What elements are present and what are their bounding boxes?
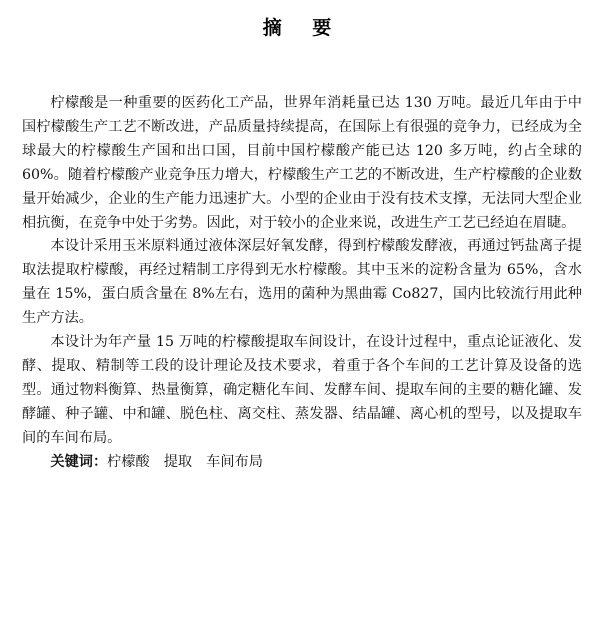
keywords-label: 关键词： <box>50 453 108 470</box>
keyword-item: 柠檬酸 <box>107 453 150 470</box>
abstract-paragraph-3: 本设计为年产量 15 万吨的柠檬酸提取车间设计，在设计过程中，重点论证液化、发酵、提取、精制等工段的设计理论及技术要求，着重于各个车间的工艺计算及设备的选型。通过物料衡算、热量衡算，确定糖化车间、发酵车间、提取车间的主要的糖化罐、发酵罐、种子罐、中和罐、脱色柱、离交柱、蒸发器、结晶罐、离心机的型号，以及提取车间的车间布局。 <box>22 334 582 446</box>
keyword-item: 提取 <box>163 453 193 470</box>
abstract-title: 摘 要 <box>262 17 344 39</box>
abstract-body <box>22 92 582 475</box>
abstract-paragraph-1: 柠檬酸是一种重要的医药化工产品，世界年消耗量已达 130 万吨。最近几年由于中国柠檬酸生产工艺不断改进，产品质量持续提高，在国际上有很强的竞争力，已经成为全球最大的柠檬酸生产国和出口国，目前中国柠檬酸产能已达 120 多万吨，约占全球的 60%。随着柠檬酸产业竞争压力增大，柠檬酸生产工艺的不断改进，生产柠檬酸的企业数量开始减少，企业的生产能力迅速扩大。小型的企业由于没有技术支撑，无法同大型企业相抗衡，在竞争中处于劣势。因此，对于较小的企业来说，改进生产工艺已经迫在眉睫。 <box>22 95 582 231</box>
keyword-item: 车间布局 <box>206 453 263 470</box>
keywords-line <box>22 451 582 475</box>
abstract-paragraph-2: 本设计采用玉米原料通过液体深层好氧发酵，得到柠檬酸发酵液，再通过钙盐离子提取法提取柠檬酸，再经过精制工序得到无水柠檬酸。其中玉米的淀粉含量为 65%，含水量在 15%，蛋白质含量在 8%左右，选用的菌种为黑曲霉 Co827，国内比较流行用此种生产方法。 <box>22 238 582 327</box>
